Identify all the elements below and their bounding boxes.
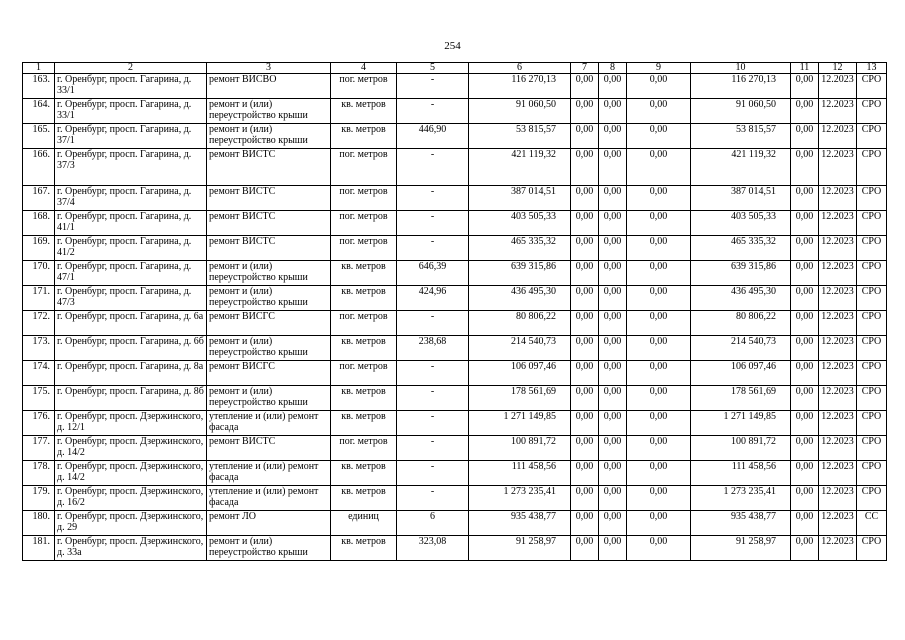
method-cell: СРО <box>857 99 887 124</box>
row-number: 164. <box>23 99 55 124</box>
col11-cell: 0,00 <box>791 361 819 386</box>
total-cost-cell: 1 273 235,41 <box>469 486 571 511</box>
column-header: 6 <box>469 63 571 74</box>
repair-schedule-table <box>22 62 887 561</box>
work-type-cell: утепление и (или) ремонт фасада <box>207 486 331 511</box>
unit-cell: пог. метров <box>331 361 397 386</box>
col9-cell: 0,00 <box>627 124 691 149</box>
col11-cell: 0,00 <box>791 236 819 261</box>
col9-cell: 0,00 <box>627 236 691 261</box>
col8-cell: 0,00 <box>599 261 627 286</box>
col7-cell: 0,00 <box>571 386 599 411</box>
address-cell: г. Оренбург, просп. Дзержинского, д. 33а <box>55 536 207 561</box>
method-cell: СРО <box>857 536 887 561</box>
method-cell: СРО <box>857 461 887 486</box>
col8-cell: 0,00 <box>599 436 627 461</box>
table-body <box>23 74 887 561</box>
col11-cell: 0,00 <box>791 74 819 99</box>
col9-cell: 0,00 <box>627 486 691 511</box>
column-header: 10 <box>691 63 791 74</box>
total-cost-cell: 80 806,22 <box>469 311 571 336</box>
unit-cell: кв. метров <box>331 486 397 511</box>
quantity-cell: - <box>397 236 469 261</box>
address-cell: г. Оренбург, просп. Дзержинского, д. 29 <box>55 511 207 536</box>
col10-cost-cell: 403 505,33 <box>691 211 791 236</box>
unit-cell: кв. метров <box>331 286 397 311</box>
col8-cell: 0,00 <box>599 124 627 149</box>
col11-cell: 0,00 <box>791 386 819 411</box>
method-cell: СРО <box>857 211 887 236</box>
date-cell: 12.2023 <box>819 361 857 386</box>
address-cell: г. Оренбург, просп. Гагарина, д. 6б <box>55 336 207 361</box>
address-cell: г. Оренбург, просп. Гагарина, д. 37/4 <box>55 186 207 211</box>
col11-cell: 0,00 <box>791 261 819 286</box>
page-number: 254 <box>444 40 461 52</box>
date-cell: 12.2023 <box>819 236 857 261</box>
total-cost-cell: 178 561,69 <box>469 386 571 411</box>
work-type-cell: ремонт и (или) переустройство крыши <box>207 286 331 311</box>
col7-cell: 0,00 <box>571 286 599 311</box>
unit-cell: кв. метров <box>331 261 397 286</box>
work-type-cell: ремонт ВИСТС <box>207 236 331 261</box>
col8-cell: 0,00 <box>599 236 627 261</box>
column-header: 12 <box>819 63 857 74</box>
col7-cell: 0,00 <box>571 486 599 511</box>
quantity-cell: 323,08 <box>397 536 469 561</box>
table-row <box>23 486 887 511</box>
address-cell: г. Оренбург, просп. Гагарина, д. 37/1 <box>55 124 207 149</box>
total-cost-cell: 387 014,51 <box>469 186 571 211</box>
col8-cell: 0,00 <box>599 411 627 436</box>
col7-cell: 0,00 <box>571 361 599 386</box>
unit-cell: единиц <box>331 511 397 536</box>
table-row <box>23 186 887 211</box>
total-cost-cell: 116 270,13 <box>469 74 571 99</box>
row-number: 180. <box>23 511 55 536</box>
unit-cell: пог. метров <box>331 436 397 461</box>
col7-cell: 0,00 <box>571 311 599 336</box>
col10-cost-cell: 116 270,13 <box>691 74 791 99</box>
date-cell: 12.2023 <box>819 436 857 461</box>
unit-cell: пог. метров <box>331 236 397 261</box>
date-cell: 12.2023 <box>819 124 857 149</box>
col11-cell: 0,00 <box>791 511 819 536</box>
work-type-cell: ремонт и (или) переустройство крыши <box>207 536 331 561</box>
col10-cost-cell: 80 806,22 <box>691 311 791 336</box>
column-header: 3 <box>207 63 331 74</box>
col11-cell: 0,00 <box>791 211 819 236</box>
work-type-cell: ремонт ЛО <box>207 511 331 536</box>
address-cell: г. Оренбург, просп. Гагарина, д. 33/1 <box>55 74 207 99</box>
col10-cost-cell: 387 014,51 <box>691 186 791 211</box>
col10-cost-cell: 436 495,30 <box>691 286 791 311</box>
col9-cell: 0,00 <box>627 311 691 336</box>
work-type-cell: ремонт и (или) переустройство крыши <box>207 124 331 149</box>
method-cell: СРО <box>857 261 887 286</box>
col8-cell: 0,00 <box>599 99 627 124</box>
col11-cell: 0,00 <box>791 461 819 486</box>
col10-cost-cell: 178 561,69 <box>691 386 791 411</box>
quantity-cell: 446,90 <box>397 124 469 149</box>
address-cell: г. Оренбург, просп. Гагарина, д. 37/3 <box>55 149 207 186</box>
column-header: 9 <box>627 63 691 74</box>
address-cell: г. Оренбург, просп. Гагарина, д. 33/1 <box>55 99 207 124</box>
method-cell: СРО <box>857 411 887 436</box>
col9-cell: 0,00 <box>627 511 691 536</box>
address-cell: г. Оренбург, просп. Гагарина, д. 8а <box>55 361 207 386</box>
date-cell: 12.2023 <box>819 74 857 99</box>
method-cell: СРО <box>857 336 887 361</box>
col7-cell: 0,00 <box>571 236 599 261</box>
method-cell: СРО <box>857 74 887 99</box>
col10-cost-cell: 639 315,86 <box>691 261 791 286</box>
col10-cost-cell: 111 458,56 <box>691 461 791 486</box>
row-number: 171. <box>23 286 55 311</box>
col10-cost-cell: 1 273 235,41 <box>691 486 791 511</box>
col10-cost-cell: 1 271 149,85 <box>691 411 791 436</box>
col7-cell: 0,00 <box>571 536 599 561</box>
col7-cell: 0,00 <box>571 261 599 286</box>
total-cost-cell: 421 119,32 <box>469 149 571 186</box>
col11-cell: 0,00 <box>791 186 819 211</box>
date-cell: 12.2023 <box>819 261 857 286</box>
col8-cell: 0,00 <box>599 461 627 486</box>
col10-cost-cell: 100 891,72 <box>691 436 791 461</box>
work-type-cell: ремонт и (или) переустройство крыши <box>207 261 331 286</box>
address-cell: г. Оренбург, просп. Гагарина, д. 47/3 <box>55 286 207 311</box>
date-cell: 12.2023 <box>819 99 857 124</box>
table-row <box>23 411 887 436</box>
method-cell: СРО <box>857 286 887 311</box>
quantity-cell: - <box>397 386 469 411</box>
quantity-cell: - <box>397 411 469 436</box>
col9-cell: 0,00 <box>627 286 691 311</box>
unit-cell: пог. метров <box>331 211 397 236</box>
work-type-cell: ремонт и (или) переустройство крыши <box>207 386 331 411</box>
quantity-cell: - <box>397 461 469 486</box>
date-cell: 12.2023 <box>819 336 857 361</box>
total-cost-cell: 436 495,30 <box>469 286 571 311</box>
method-cell: СРО <box>857 124 887 149</box>
column-header: 11 <box>791 63 819 74</box>
quantity-cell: 646,39 <box>397 261 469 286</box>
col7-cell: 0,00 <box>571 99 599 124</box>
col7-cell: 0,00 <box>571 124 599 149</box>
quantity-cell: - <box>397 436 469 461</box>
method-cell: СРО <box>857 311 887 336</box>
col9-cell: 0,00 <box>627 336 691 361</box>
row-number: 167. <box>23 186 55 211</box>
col10-cost-cell: 935 438,77 <box>691 511 791 536</box>
col9-cell: 0,00 <box>627 461 691 486</box>
quantity-cell: - <box>397 361 469 386</box>
date-cell: 12.2023 <box>819 286 857 311</box>
column-header: 4 <box>331 63 397 74</box>
col7-cell: 0,00 <box>571 336 599 361</box>
col9-cell: 0,00 <box>627 149 691 186</box>
col9-cell: 0,00 <box>627 186 691 211</box>
col10-cost-cell: 465 335,32 <box>691 236 791 261</box>
total-cost-cell: 214 540,73 <box>469 336 571 361</box>
col10-cost-cell: 53 815,57 <box>691 124 791 149</box>
date-cell: 12.2023 <box>819 486 857 511</box>
table-row <box>23 211 887 236</box>
total-cost-cell: 935 438,77 <box>469 511 571 536</box>
col10-cost-cell: 106 097,46 <box>691 361 791 386</box>
column-header: 13 <box>857 63 887 74</box>
table-row <box>23 361 887 386</box>
table-row <box>23 511 887 536</box>
address-cell: г. Оренбург, просп. Гагарина, д. 8б <box>55 386 207 411</box>
quantity-cell: - <box>397 99 469 124</box>
date-cell: 12.2023 <box>819 186 857 211</box>
col8-cell: 0,00 <box>599 336 627 361</box>
date-cell: 12.2023 <box>819 536 857 561</box>
table-row <box>23 436 887 461</box>
col9-cell: 0,00 <box>627 436 691 461</box>
row-number: 166. <box>23 149 55 186</box>
method-cell: СРО <box>857 236 887 261</box>
unit-cell: пог. метров <box>331 74 397 99</box>
col9-cell: 0,00 <box>627 74 691 99</box>
work-type-cell: ремонт ВИСГС <box>207 361 331 386</box>
address-cell: г. Оренбург, просп. Дзержинского, д. 16/2 <box>55 486 207 511</box>
quantity-cell: - <box>397 149 469 186</box>
col7-cell: 0,00 <box>571 511 599 536</box>
col9-cell: 0,00 <box>627 386 691 411</box>
col8-cell: 0,00 <box>599 386 627 411</box>
col9-cell: 0,00 <box>627 536 691 561</box>
work-type-cell: ремонт ВИСГС <box>207 311 331 336</box>
unit-cell: пог. метров <box>331 149 397 186</box>
col11-cell: 0,00 <box>791 486 819 511</box>
method-cell: СРО <box>857 361 887 386</box>
col11-cell: 0,00 <box>791 286 819 311</box>
table-row <box>23 536 887 561</box>
col8-cell: 0,00 <box>599 186 627 211</box>
col7-cell: 0,00 <box>571 149 599 186</box>
col7-cell: 0,00 <box>571 436 599 461</box>
date-cell: 12.2023 <box>819 461 857 486</box>
address-cell: г. Оренбург, просп. Дзержинского, д. 14/2 <box>55 436 207 461</box>
table-row <box>23 149 887 186</box>
col8-cell: 0,00 <box>599 486 627 511</box>
col7-cell: 0,00 <box>571 461 599 486</box>
col11-cell: 0,00 <box>791 99 819 124</box>
address-cell: г. Оренбург, просп. Гагарина, д. 41/1 <box>55 211 207 236</box>
column-header: 2 <box>55 63 207 74</box>
col7-cell: 0,00 <box>571 211 599 236</box>
col11-cell: 0,00 <box>791 436 819 461</box>
date-cell: 12.2023 <box>819 211 857 236</box>
address-cell: г. Оренбург, просп. Дзержинского, д. 14/2 <box>55 461 207 486</box>
quantity-cell: 238,68 <box>397 336 469 361</box>
col9-cell: 0,00 <box>627 211 691 236</box>
work-type-cell: ремонт ВИСТС <box>207 149 331 186</box>
col10-cost-cell: 91 258,97 <box>691 536 791 561</box>
col10-cost-cell: 214 540,73 <box>691 336 791 361</box>
table-row <box>23 261 887 286</box>
col9-cell: 0,00 <box>627 261 691 286</box>
date-cell: 12.2023 <box>819 311 857 336</box>
row-number: 163. <box>23 74 55 99</box>
date-cell: 12.2023 <box>819 511 857 536</box>
unit-cell: кв. метров <box>331 386 397 411</box>
total-cost-cell: 106 097,46 <box>469 361 571 386</box>
quantity-cell: - <box>397 186 469 211</box>
row-number: 181. <box>23 536 55 561</box>
address-cell: г. Оренбург, просп. Дзержинского, д. 12/1 <box>55 411 207 436</box>
col8-cell: 0,00 <box>599 149 627 186</box>
table-row <box>23 336 887 361</box>
col8-cell: 0,00 <box>599 311 627 336</box>
row-number: 165. <box>23 124 55 149</box>
total-cost-cell: 91 060,50 <box>469 99 571 124</box>
column-header: 7 <box>571 63 599 74</box>
row-number: 169. <box>23 236 55 261</box>
date-cell: 12.2023 <box>819 149 857 186</box>
row-number: 174. <box>23 361 55 386</box>
column-header: 5 <box>397 63 469 74</box>
row-number: 173. <box>23 336 55 361</box>
col8-cell: 0,00 <box>599 536 627 561</box>
method-cell: СРО <box>857 186 887 211</box>
row-number: 175. <box>23 386 55 411</box>
method-cell: СРО <box>857 149 887 186</box>
col9-cell: 0,00 <box>627 411 691 436</box>
unit-cell: кв. метров <box>331 411 397 436</box>
quantity-cell: - <box>397 311 469 336</box>
work-type-cell: ремонт ВИСТС <box>207 186 331 211</box>
col7-cell: 0,00 <box>571 411 599 436</box>
work-type-cell: утепление и (или) ремонт фасада <box>207 461 331 486</box>
unit-cell: кв. метров <box>331 124 397 149</box>
col10-cost-cell: 421 119,32 <box>691 149 791 186</box>
col11-cell: 0,00 <box>791 536 819 561</box>
unit-cell: кв. метров <box>331 536 397 561</box>
column-header: 1 <box>23 63 55 74</box>
col11-cell: 0,00 <box>791 411 819 436</box>
total-cost-cell: 91 258,97 <box>469 536 571 561</box>
column-number-row <box>23 63 887 74</box>
total-cost-cell: 639 315,86 <box>469 261 571 286</box>
col10-cost-cell: 91 060,50 <box>691 99 791 124</box>
table-row <box>23 236 887 261</box>
row-number: 179. <box>23 486 55 511</box>
address-cell: г. Оренбург, просп. Гагарина, д. 6а <box>55 311 207 336</box>
col8-cell: 0,00 <box>599 286 627 311</box>
date-cell: 12.2023 <box>819 386 857 411</box>
total-cost-cell: 111 458,56 <box>469 461 571 486</box>
col11-cell: 0,00 <box>791 336 819 361</box>
method-cell: СРО <box>857 386 887 411</box>
method-cell: СРО <box>857 486 887 511</box>
col8-cell: 0,00 <box>599 361 627 386</box>
total-cost-cell: 1 271 149,85 <box>469 411 571 436</box>
date-cell: 12.2023 <box>819 411 857 436</box>
row-number: 172. <box>23 311 55 336</box>
unit-cell: кв. метров <box>331 99 397 124</box>
quantity-cell: - <box>397 211 469 236</box>
col8-cell: 0,00 <box>599 511 627 536</box>
method-cell: СС <box>857 511 887 536</box>
work-type-cell: ремонт и (или) переустройство крыши <box>207 336 331 361</box>
col11-cell: 0,00 <box>791 124 819 149</box>
table-row <box>23 311 887 336</box>
col9-cell: 0,00 <box>627 99 691 124</box>
col7-cell: 0,00 <box>571 186 599 211</box>
quantity-cell: - <box>397 486 469 511</box>
method-cell: СРО <box>857 436 887 461</box>
quantity-cell: 6 <box>397 511 469 536</box>
col8-cell: 0,00 <box>599 211 627 236</box>
address-cell: г. Оренбург, просп. Гагарина, д. 47/1 <box>55 261 207 286</box>
col8-cell: 0,00 <box>599 74 627 99</box>
col9-cell: 0,00 <box>627 361 691 386</box>
row-number: 176. <box>23 411 55 436</box>
unit-cell: кв. метров <box>331 336 397 361</box>
unit-cell: кв. метров <box>331 461 397 486</box>
unit-cell: пог. метров <box>331 311 397 336</box>
row-number: 177. <box>23 436 55 461</box>
row-number: 178. <box>23 461 55 486</box>
table-row <box>23 74 887 99</box>
quantity-cell: 424,96 <box>397 286 469 311</box>
table-row <box>23 99 887 124</box>
total-cost-cell: 53 815,57 <box>469 124 571 149</box>
work-type-cell: ремонт ВИСВО <box>207 74 331 99</box>
table-row <box>23 461 887 486</box>
table-row <box>23 124 887 149</box>
total-cost-cell: 403 505,33 <box>469 211 571 236</box>
col11-cell: 0,00 <box>791 311 819 336</box>
table-row <box>23 286 887 311</box>
row-number: 170. <box>23 261 55 286</box>
work-type-cell: ремонт ВИСТС <box>207 436 331 461</box>
column-header: 8 <box>599 63 627 74</box>
table-row <box>23 386 887 411</box>
quantity-cell: - <box>397 74 469 99</box>
total-cost-cell: 100 891,72 <box>469 436 571 461</box>
address-cell: г. Оренбург, просп. Гагарина, д. 41/2 <box>55 236 207 261</box>
col7-cell: 0,00 <box>571 74 599 99</box>
work-type-cell: утепление и (или) ремонт фасада <box>207 411 331 436</box>
col11-cell: 0,00 <box>791 149 819 186</box>
work-type-cell: ремонт ВИСТС <box>207 211 331 236</box>
work-type-cell: ремонт и (или) переустройство крыши <box>207 99 331 124</box>
row-number: 168. <box>23 211 55 236</box>
total-cost-cell: 465 335,32 <box>469 236 571 261</box>
unit-cell: пог. метров <box>331 186 397 211</box>
